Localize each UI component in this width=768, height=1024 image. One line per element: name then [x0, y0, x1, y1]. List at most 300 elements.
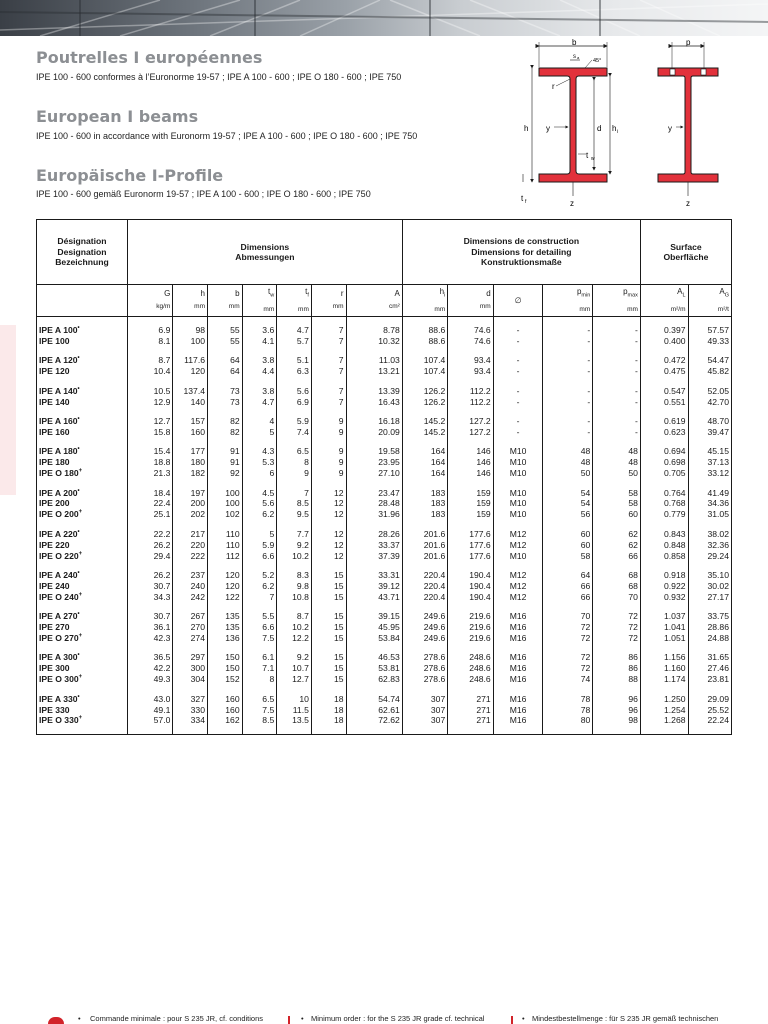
value-cell: -: [593, 427, 641, 438]
column-unit: mm: [332, 303, 344, 311]
value-cell: 10: [277, 694, 312, 705]
spacer-cell: [173, 347, 208, 356]
value-cell: M10: [493, 446, 543, 457]
value-cell: 0.547: [640, 386, 688, 397]
value-cell: 52.05: [688, 386, 731, 397]
column-unit: mm: [228, 303, 240, 311]
value-cell: 15: [311, 622, 346, 633]
value-cell: 12: [311, 529, 346, 540]
spacer-cell: [593, 377, 641, 386]
value-cell: 110: [208, 540, 243, 551]
label-tw: t: [586, 151, 589, 160]
value-cell: 72: [593, 611, 641, 622]
table-row: [37, 570, 732, 581]
value-cell: 222: [173, 551, 208, 562]
value-cell: 62.83: [346, 674, 402, 685]
spacer-cell: [37, 316, 128, 325]
value-cell: 28.86: [688, 622, 731, 633]
column-symbol-sub: max: [627, 292, 638, 299]
column-header-2: [208, 285, 243, 317]
value-cell: M12: [493, 529, 543, 540]
table-row: [37, 498, 732, 509]
spacer-cell: [688, 644, 731, 653]
value-cell: M10: [493, 457, 543, 468]
value-cell: -: [493, 355, 543, 366]
group-spacer: [37, 408, 732, 417]
column-symbol: ∅: [514, 295, 522, 305]
spacer-cell: [593, 479, 641, 488]
column-header-7: [402, 285, 447, 317]
designation-cell: [37, 592, 128, 603]
designation-cell: [37, 336, 128, 347]
spacer-cell: [543, 316, 593, 325]
value-cell: 41.49: [688, 488, 731, 499]
value-cell: 112.2: [448, 386, 493, 397]
value-cell: 220.4: [402, 581, 447, 592]
value-cell: -: [493, 386, 543, 397]
column-symbol: t: [305, 287, 308, 296]
column-symbol: A: [677, 287, 683, 296]
value-cell: 297: [173, 652, 208, 663]
value-cell: 201.6: [402, 551, 447, 562]
designation-mark: •: [77, 416, 80, 423]
value-cell: 39.15: [346, 611, 402, 622]
value-cell: 0.843: [640, 529, 688, 540]
spacer-cell: [277, 520, 312, 529]
value-cell: 15: [311, 674, 346, 685]
value-cell: 197: [173, 488, 208, 499]
value-cell: 23.95: [346, 457, 402, 468]
value-cell: 6.3: [277, 366, 312, 377]
value-cell: M16: [493, 663, 543, 674]
value-cell: 57.0: [127, 715, 172, 726]
column-symbol-sub: L: [682, 292, 686, 299]
side-color-strip: [0, 325, 16, 495]
spacer-cell: [346, 520, 402, 529]
value-cell: 7: [311, 397, 346, 408]
value-cell: 160: [173, 427, 208, 438]
value-cell: M16: [493, 705, 543, 716]
spacer-cell: [402, 603, 447, 612]
value-cell: 160: [208, 705, 243, 716]
spacer-cell: [277, 603, 312, 612]
value-cell: 150: [208, 663, 243, 674]
value-cell: 48: [543, 457, 593, 468]
table-row: [37, 416, 732, 427]
column-symbol-sub: f: [307, 292, 309, 299]
value-cell: 6.2: [242, 581, 277, 592]
designation-name: IPE O 330: [39, 715, 79, 726]
value-cell: -: [543, 366, 593, 377]
ibeam-profile-right: [658, 68, 718, 182]
value-cell: 164: [402, 457, 447, 468]
value-cell: M12: [493, 540, 543, 551]
spacer-cell: [543, 603, 593, 612]
value-cell: 8.5: [242, 715, 277, 726]
value-cell: 88: [593, 674, 641, 685]
value-cell: -: [593, 386, 641, 397]
designation-name: IPE 200: [39, 498, 70, 509]
value-cell: -: [543, 355, 593, 366]
group-spacer: [37, 377, 732, 386]
label-hi: h: [612, 124, 617, 133]
column-symbol: b: [235, 289, 240, 299]
value-cell: 4.5: [242, 488, 277, 499]
value-cell: 6.5: [277, 446, 312, 457]
spacer-cell: [127, 316, 172, 325]
value-cell: 157: [173, 416, 208, 427]
spacer-cell: [346, 603, 402, 612]
value-cell: 78: [543, 705, 593, 716]
spacer-cell: [448, 377, 493, 386]
value-cell: 307: [402, 715, 447, 726]
spacer-cell: [173, 603, 208, 612]
value-cell: 13.21: [346, 366, 402, 377]
label-sa-sub: a: [577, 55, 580, 60]
value-cell: 112.2: [448, 397, 493, 408]
header-construction: [402, 220, 640, 285]
spacer-cell: [208, 562, 243, 571]
designation-name: IPE 330: [39, 704, 70, 715]
value-cell: 183: [402, 488, 447, 499]
value-cell: 4.4: [242, 366, 277, 377]
designation-cell: [37, 663, 128, 674]
footer-bullet-en: •: [301, 1014, 304, 1023]
value-cell: 39.12: [346, 581, 402, 592]
group-spacer: [37, 438, 732, 447]
value-cell: 10.5: [127, 386, 172, 397]
value-cell: 117.6: [173, 355, 208, 366]
value-cell: 5.9: [277, 416, 312, 427]
designation-name: IPE 240: [39, 580, 70, 591]
value-cell: 48.70: [688, 416, 731, 427]
value-cell: 177: [173, 446, 208, 457]
value-cell: 4: [242, 416, 277, 427]
spacer-cell: [173, 316, 208, 325]
value-cell: 54: [543, 498, 593, 509]
value-cell: 201.6: [402, 540, 447, 551]
value-cell: 25.52: [688, 705, 731, 716]
column-unit: mm: [479, 303, 491, 311]
column-unit: mm: [579, 305, 591, 313]
value-cell: 5.9: [242, 540, 277, 551]
designation-cell: [37, 325, 128, 336]
spacer-cell: [277, 316, 312, 325]
value-cell: -: [593, 355, 641, 366]
footer-note-en: Minimum order : for the S 235 JR grade cf. technical: [311, 1014, 485, 1023]
value-cell: M16: [493, 611, 543, 622]
column-symbol: G: [164, 289, 171, 299]
spacer-cell: [346, 726, 402, 735]
value-cell: 190.4: [448, 581, 493, 592]
spacer-cell: [173, 479, 208, 488]
value-cell: 43.71: [346, 592, 402, 603]
table-row: [37, 488, 732, 499]
value-cell: 49.1: [127, 705, 172, 716]
value-cell: 7.5: [242, 705, 277, 716]
value-cell: 11.03: [346, 355, 402, 366]
value-cell: 18: [311, 694, 346, 705]
spacer-cell: [493, 726, 543, 735]
value-cell: 0.918: [640, 570, 688, 581]
value-cell: 9: [311, 468, 346, 479]
value-cell: 9: [311, 457, 346, 468]
value-cell: 248.6: [448, 674, 493, 685]
spacer-cell: [208, 685, 243, 694]
value-cell: 15: [311, 611, 346, 622]
value-cell: 5.2: [242, 570, 277, 581]
spacer-cell: [311, 438, 346, 447]
value-cell: 278.6: [402, 674, 447, 685]
value-cell: 0.848: [640, 540, 688, 551]
value-cell: 74.6: [448, 325, 493, 336]
value-cell: 28.26: [346, 529, 402, 540]
header-designation-en: Designation: [57, 246, 107, 257]
spacer-cell: [311, 603, 346, 612]
value-cell: 140: [173, 397, 208, 408]
value-cell: 9: [311, 416, 346, 427]
spacer-cell: [688, 685, 731, 694]
value-cell: 37.13: [688, 457, 731, 468]
value-cell: 64: [208, 366, 243, 377]
value-cell: 33.31: [346, 570, 402, 581]
value-cell: 98: [593, 715, 641, 726]
spacer-cell: [311, 316, 346, 325]
value-cell: 1.254: [640, 705, 688, 716]
column-unit: mm: [298, 305, 309, 313]
spacer-cell: [127, 562, 172, 571]
label-tf: t: [521, 194, 524, 203]
designation-name: IPE A 200: [39, 487, 78, 498]
header-dimensions: [127, 220, 402, 285]
spacer-cell: [493, 377, 543, 386]
value-cell: 48: [593, 457, 641, 468]
value-cell: 25.1: [127, 509, 172, 520]
value-cell: 15: [311, 592, 346, 603]
designation-mark: •: [77, 385, 80, 392]
label-y-right: y: [668, 124, 672, 133]
value-cell: 183: [402, 509, 447, 520]
value-cell: 54.47: [688, 355, 731, 366]
value-cell: 7: [311, 355, 346, 366]
value-cell: 88.6: [402, 336, 447, 347]
spacer-cell: [688, 726, 731, 735]
spacer-cell: [242, 644, 277, 653]
spacer-cell: [242, 726, 277, 735]
value-cell: 8.7: [127, 355, 172, 366]
value-cell: 18: [311, 705, 346, 716]
value-cell: 50: [543, 468, 593, 479]
value-cell: 13.5: [277, 715, 312, 726]
table-row: [37, 529, 732, 540]
spacer-cell: [688, 316, 731, 325]
spacer-cell: [448, 685, 493, 694]
title-german: Europäische I-Profile: [36, 166, 224, 185]
spacer-cell: [242, 562, 277, 571]
value-cell: 0.472: [640, 355, 688, 366]
column-header-12: [640, 285, 688, 317]
value-cell: 64: [543, 570, 593, 581]
value-cell: 3.8: [242, 386, 277, 397]
value-cell: 12: [311, 498, 346, 509]
value-cell: 271: [448, 715, 493, 726]
spacer-cell: [242, 377, 277, 386]
value-cell: 60: [543, 540, 593, 551]
spacer-cell: [688, 408, 731, 417]
value-cell: 45.95: [346, 622, 402, 633]
value-cell: 182: [173, 468, 208, 479]
value-cell: 30.02: [688, 581, 731, 592]
value-cell: 7.4: [277, 427, 312, 438]
spacer-cell: [402, 644, 447, 653]
spacer-cell: [543, 479, 593, 488]
spacer-cell: [493, 644, 543, 653]
spacer-cell: [543, 408, 593, 417]
value-cell: 1.041: [640, 622, 688, 633]
spacer-cell: [311, 685, 346, 694]
value-cell: 274: [173, 633, 208, 644]
value-cell: -: [543, 416, 593, 427]
value-cell: 12.9: [127, 397, 172, 408]
spacer-cell: [402, 316, 447, 325]
subtitle-german: IPE 100 - 600 gemäß Euronorm 19-57 ; IPE A 100 - 600 ; IPE O 180 - 600 ; IPE 750: [36, 189, 371, 199]
value-cell: 10.7: [277, 663, 312, 674]
spacer-cell: [311, 520, 346, 529]
value-cell: 56: [543, 509, 593, 520]
value-cell: 53.81: [346, 663, 402, 674]
value-cell: 7: [311, 325, 346, 336]
value-cell: 220.4: [402, 570, 447, 581]
spacer-cell: [543, 726, 593, 735]
label-hi-sub: i: [617, 129, 619, 135]
value-cell: 7: [311, 366, 346, 377]
column-unit: mm: [434, 305, 446, 313]
value-cell: 86: [593, 663, 641, 674]
spacer-cell: [37, 726, 128, 735]
column-header-13: [688, 285, 731, 317]
designation-name: IPE O 200: [39, 509, 79, 520]
subtitle-english: IPE 100 - 600 in accordance with Euronorm 19-57 ; IPE A 100 - 600 ; IPE O 180 - 600 ; IPE 750: [36, 131, 418, 141]
value-cell: 200: [173, 498, 208, 509]
value-cell: 6.1: [242, 652, 277, 663]
designation-cell: [37, 355, 128, 366]
value-cell: 58: [593, 488, 641, 499]
value-cell: 60: [593, 509, 641, 520]
value-cell: 74: [543, 674, 593, 685]
designation-cell: [37, 694, 128, 705]
value-cell: 55: [208, 325, 243, 336]
spacer-cell: [402, 479, 447, 488]
spacer-cell: [277, 347, 312, 356]
value-cell: 0.397: [640, 325, 688, 336]
designation-name: IPE 160: [39, 426, 70, 437]
value-cell: 7.7: [277, 529, 312, 540]
value-cell: 146: [448, 457, 493, 468]
table-row: [37, 397, 732, 408]
value-cell: 73: [208, 397, 243, 408]
value-cell: 150: [208, 652, 243, 663]
designation-cell: [37, 551, 128, 562]
label-p: p: [686, 38, 691, 47]
value-cell: 82: [208, 416, 243, 427]
value-cell: 249.6: [402, 633, 447, 644]
designation-name: IPE 270: [39, 622, 70, 633]
designation-cell: [37, 498, 128, 509]
subtitle-french: IPE 100 - 600 conformes à l’Euronorme 19-57 ; IPE A 100 - 600 ; IPE O 180 - 600 ; IPE 750: [36, 72, 402, 82]
spacer-cell: [640, 603, 688, 612]
value-cell: 7.5: [242, 633, 277, 644]
value-cell: 219.6: [448, 622, 493, 633]
spacer-cell: [543, 520, 593, 529]
value-cell: 73: [208, 386, 243, 397]
column-unit: mm: [263, 305, 275, 313]
spacer-cell: [688, 438, 731, 447]
value-cell: 9.2: [277, 652, 312, 663]
designation-name: IPE 100: [39, 336, 70, 346]
header-designation: [37, 220, 128, 285]
column-header-4: [277, 285, 312, 317]
column-unit: m²/m: [670, 305, 686, 313]
value-cell: 249.6: [402, 622, 447, 633]
value-cell: 12: [311, 509, 346, 520]
table-row: [37, 633, 732, 644]
value-cell: 35.10: [688, 570, 731, 581]
designation-name: IPE A 220: [39, 528, 78, 539]
header-construction-fr: Dimensions de construction: [463, 236, 580, 247]
value-cell: 4.1: [242, 336, 277, 347]
spacer-cell: [543, 438, 593, 447]
table-row: [37, 336, 732, 347]
header-banner-photo: [0, 0, 768, 36]
designation-name: IPE 180: [39, 457, 70, 468]
value-cell: -: [593, 416, 641, 427]
group-spacer: [37, 562, 732, 571]
value-cell: 26.2: [127, 570, 172, 581]
value-cell: 237: [173, 570, 208, 581]
spacer-cell: [277, 685, 312, 694]
value-cell: 5: [242, 529, 277, 540]
value-cell: M16: [493, 633, 543, 644]
label-angle: 45°: [593, 58, 602, 64]
column-symbol: A: [719, 287, 725, 296]
spacer-cell: [208, 316, 243, 325]
designation-mark: +: [78, 591, 83, 598]
designation-name: IPE O 220: [39, 550, 79, 561]
spacer-cell: [346, 408, 402, 417]
value-cell: 27.46: [688, 663, 731, 674]
spacer-cell: [37, 644, 128, 653]
table-row: [37, 663, 732, 674]
designation-name: IPE A 160: [39, 416, 78, 427]
column-symbol: d: [486, 289, 491, 299]
designation-cell: [37, 397, 128, 408]
value-cell: 66: [593, 551, 641, 562]
designation-cell: [37, 427, 128, 438]
designation-cell: [37, 633, 128, 644]
spacer-cell: [277, 644, 312, 653]
value-cell: 30.7: [127, 611, 172, 622]
value-cell: 58: [543, 551, 593, 562]
value-cell: 34.36: [688, 498, 731, 509]
spacer-cell: [37, 562, 128, 571]
value-cell: 177.6: [448, 551, 493, 562]
spacer-cell: [127, 685, 172, 694]
spacer-cell: [593, 644, 641, 653]
value-cell: 8: [277, 457, 312, 468]
spacer-cell: [688, 562, 731, 571]
spacer-cell: [242, 603, 277, 612]
column-header-6: [346, 285, 402, 317]
